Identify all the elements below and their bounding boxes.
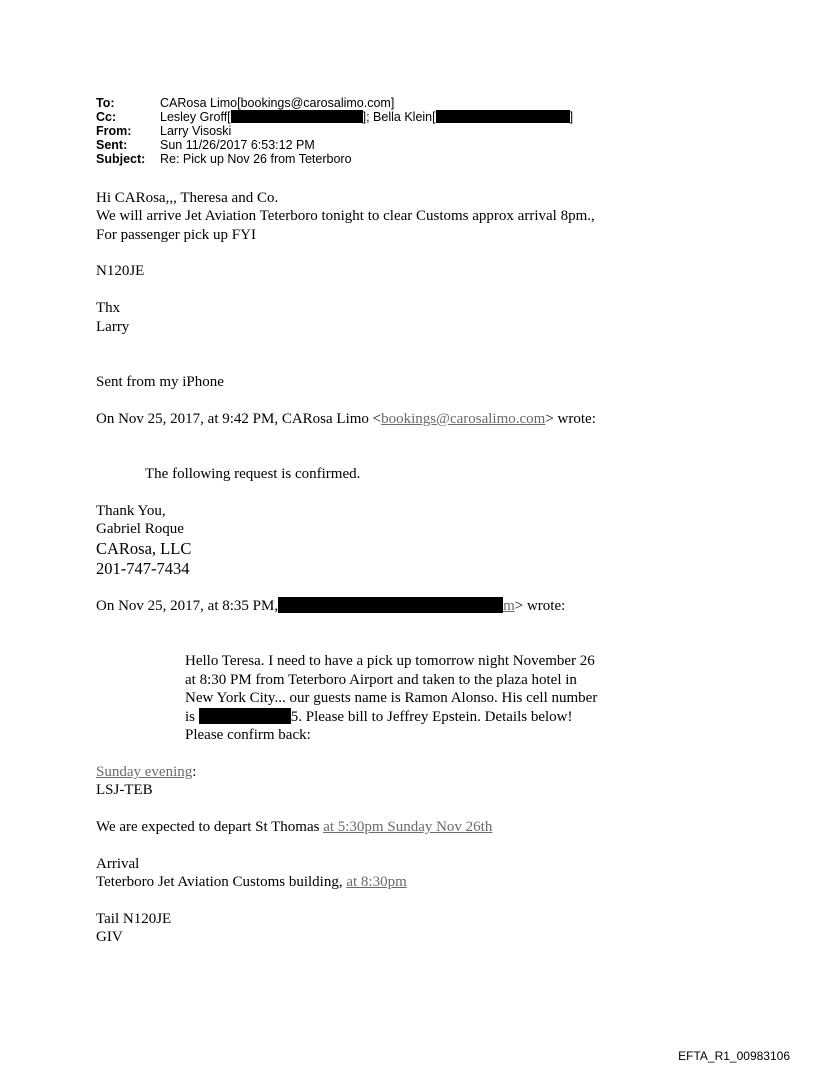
- sent-from-iphone: Sent from my iPhone: [96, 374, 224, 390]
- quote1-suffix: > wrote:: [545, 411, 596, 427]
- thank-you: Thank You,: [96, 503, 166, 519]
- quote-header-2: [96, 597, 565, 616]
- cc-row: [96, 110, 573, 124]
- quote-header-1: [96, 410, 596, 429]
- body-line-2: For passenger pick up FYI: [96, 227, 256, 243]
- depart-line: [96, 818, 492, 837]
- arrival-label: Arrival: [96, 856, 140, 872]
- email-link-tail[interactable]: m: [503, 598, 515, 614]
- thanks: Thx: [96, 300, 121, 316]
- req4-suffix: 5. Please bill to Jeffrey Epstein. Details below!: [290, 709, 573, 725]
- req4-prefix: is: [185, 709, 196, 725]
- sent-value: Sun 11/26/2017 6:53:12 PM: [160, 138, 315, 152]
- route: LSJ-TEB: [96, 782, 153, 798]
- sunday-evening-link[interactable]: Sunday evening: [96, 764, 193, 780]
- quote2-suffix: > wrote:: [514, 598, 566, 614]
- redaction-bar: [231, 110, 363, 123]
- request-line-5: Please confirm back:: [185, 727, 311, 743]
- company-name: CARosa, LLC: [96, 539, 192, 558]
- email-header: [96, 96, 573, 166]
- depart-prefix: We are expected to depart St Thomas: [96, 819, 324, 835]
- signature: Larry: [96, 319, 130, 335]
- to-label: To:: [96, 96, 115, 110]
- body-line-1: We will arrive Jet Aviation Teterboro tonight to clear Customs approx arrival 8pm.,: [96, 208, 595, 224]
- to-value: CARosa Limo[bookings@carosalimo.com]: [160, 96, 395, 110]
- quote1-prefix: On Nov 25, 2017, at 9:42 PM, CARosa Limo <: [96, 411, 382, 427]
- confirmation-text: The following request is confirmed.: [145, 466, 361, 482]
- tail-number: N120JE: [96, 263, 145, 279]
- cc-label: Cc:: [96, 110, 117, 124]
- sunday-line: [96, 763, 196, 782]
- subject-value: Re: Pick up Nov 26 from Teterboro: [160, 152, 352, 166]
- request-line-3: New York City... our guests name is Ramon Alonso. His cell number: [185, 690, 598, 706]
- request-line-2: at 8:30 PM from Teterboro Airport and taken to the plaza hotel in: [185, 672, 577, 688]
- depart-time-link[interactable]: at 5:30pm Sunday Nov 26th: [323, 819, 493, 835]
- aircraft-type: GIV: [96, 929, 123, 945]
- greeting: Hi CARosa,,, Theresa and Co.: [96, 190, 279, 206]
- quote2-prefix: On Nov 25, 2017, at 8:35 PM,: [96, 598, 279, 614]
- from-label: From:: [96, 124, 132, 138]
- arrival-location: [96, 873, 407, 892]
- sent-row: [96, 138, 573, 152]
- sunday-colon: :: [192, 764, 197, 780]
- redaction-bar: [199, 708, 291, 724]
- phone-number: 201-747-7434: [96, 559, 190, 578]
- sender-name: Gabriel Roque: [96, 521, 184, 537]
- email-link[interactable]: bookings@carosalimo.com: [381, 411, 546, 427]
- document-id: EFTA_R1_00983106: [678, 1049, 790, 1063]
- subject-label: Subject:: [96, 152, 146, 166]
- to-row: [96, 96, 573, 110]
- subject-row: [96, 152, 573, 166]
- tail-line: Tail N120JE: [96, 911, 172, 927]
- request-line-1: Hello Teresa. I need to have a pick up tomorrow night November 26: [185, 653, 595, 669]
- cc-value-2: ]; Bella Klein[: [362, 110, 436, 124]
- cc-value-3: ]: [569, 110, 574, 124]
- arrival-prefix: Teterboro Jet Aviation Customs building,: [96, 874, 347, 890]
- from-value: Larry Visoski: [160, 124, 232, 138]
- sent-label: Sent:: [96, 138, 128, 152]
- from-row: [96, 124, 573, 138]
- arrival-time-link[interactable]: at 8:30pm: [346, 874, 407, 890]
- request-line-4: [185, 708, 573, 727]
- cc-value-1: Lesley Groff[: [160, 110, 231, 124]
- redaction-bar: [278, 597, 503, 613]
- redaction-bar: [436, 110, 570, 123]
